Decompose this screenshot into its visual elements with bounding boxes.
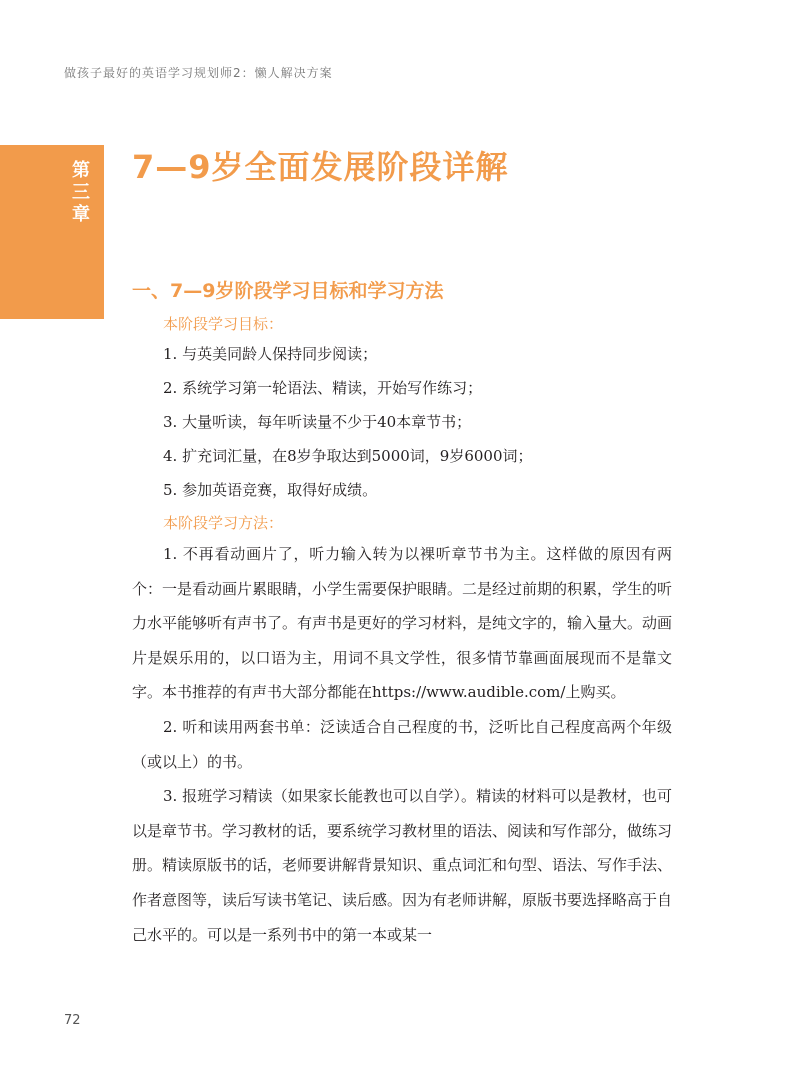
goal-item: 2. 系统学习第一轮语法、精读，开始写作练习； xyxy=(163,379,483,397)
goals-heading: 本阶段学习目标： xyxy=(163,315,284,333)
method-paragraph: 3. 报班学习精读（如果家长能教也可以自学）。精读的材料可以是教材，也可以是章节书。学习教材的话，要系统学习教材里的语法、阅读和写作部分，做练习册。精读原版书的话，老师要讲解背景知识、重点词汇和句型、语法、写作手法、作者意图等，读后写读书笔记、读后感。因为有老师讲解，原版书要选择略高于自己水平的。可以是一系列书中的第一本或某一 xyxy=(132,787,673,944)
goal-item: 5. 参加英语竞赛，取得好成绩。 xyxy=(163,481,378,499)
method-paragraph: 1. 不再看动画片了，听力输入转为以裸听章节书为主。这样做的原因有两个：一是看动画片累眼睛，小学生需要保护眼睛。二是经过前期的积累，学生的听力水平能够听有声书了。有声书是更好的学习材料，是纯文字的，输入量大。动画片是娱乐用的，以口语为主，用词不具文学性，很多情节靠画面展现而不是靠文字。本书推荐的有声书大部分都能在https://www.audible.com/上购买。 xyxy=(132,545,673,702)
goal-item: 4. 扩充词汇量，在8岁争取达到5000词，9岁6000词； xyxy=(163,447,533,465)
chapter-label: 第三章 xyxy=(69,160,90,226)
method-paragraph: 2. 听和读用两套书单：泛读适合自己程度的书，泛听比自己程度高两个年级（或以上）的书。 xyxy=(132,717,672,771)
chapter-title: 7—9岁全面发展阶段详解 xyxy=(132,148,509,186)
methods-heading: 本阶段学习方法： xyxy=(163,514,284,532)
methods-body xyxy=(132,537,672,952)
section-heading: 一、7—9岁阶段学习目标和学习方法 xyxy=(132,280,444,302)
goal-item: 1. 与英美同龄人保持同步阅读； xyxy=(163,345,378,363)
page-number: 72 xyxy=(64,1013,81,1028)
running-header: 做孩子最好的英语学习规划师2：懒人解决方案 xyxy=(64,66,333,80)
goal-item: 3. 大量听读，每年听读量不少于40本章节书； xyxy=(163,413,472,431)
